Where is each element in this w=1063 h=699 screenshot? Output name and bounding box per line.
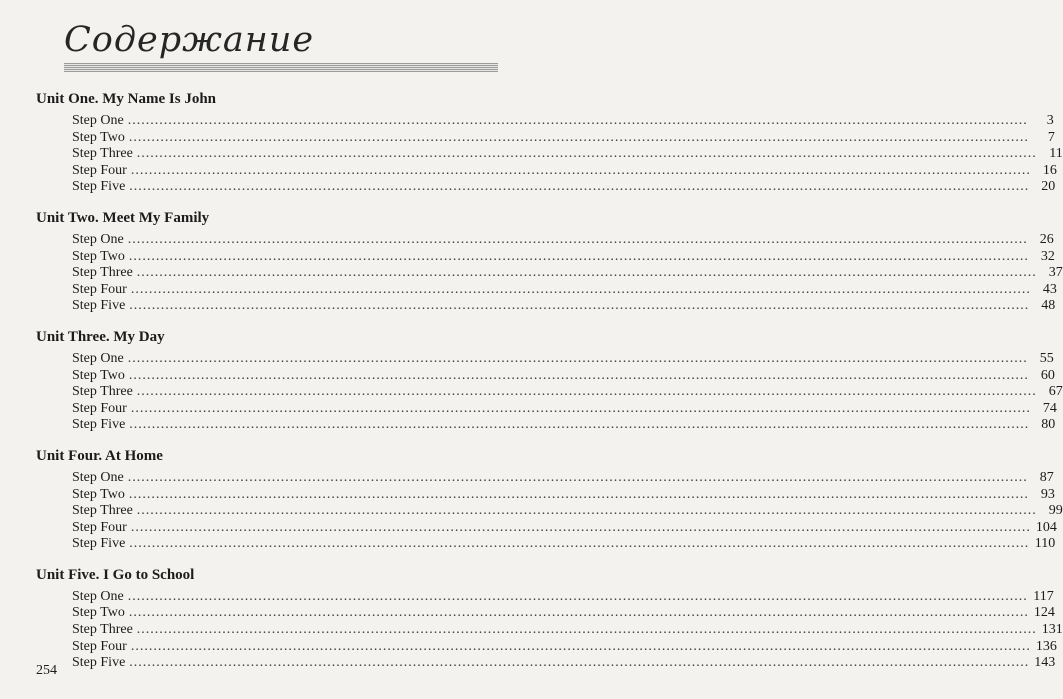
dot-leader: ........................................................................................................................................................................................................	[127, 350, 1028, 366]
page-number: 60	[1040, 367, 1055, 383]
step-name: Step Five	[72, 179, 126, 195]
page-footer-number: 254	[36, 663, 57, 678]
step-name: Step Four	[72, 400, 127, 416]
dot-leader: ........................................................................................................................................................................................................	[130, 281, 1031, 297]
step-name: Step One	[72, 588, 124, 604]
dot-leader: ........................................................................................................................................................................................................	[129, 536, 1030, 552]
dot-leader: ........................................................................................................................................................................................................	[127, 113, 1028, 128]
toc-entry[interactable]	[72, 417, 1056, 434]
unit-title: Unit Two. Meet My Family	[36, 209, 210, 226]
unit-title: Unit Three. My Day	[36, 328, 165, 345]
unit-title: Unit Four. At Home	[36, 447, 163, 464]
step-name: Step Four	[72, 638, 127, 654]
dot-leader: ........................................................................................................................................................................................................	[129, 179, 1030, 195]
toc-entry[interactable]	[72, 503, 1063, 520]
table-of-contents	[36, 90, 1063, 685]
toc-entry[interactable]	[72, 248, 1055, 266]
page-number: 3	[1046, 113, 1054, 128]
unit-title: Unit Five. I Go to School	[36, 566, 195, 583]
toc-entry[interactable]	[72, 179, 1056, 196]
step-name: Step Four	[72, 281, 127, 297]
dot-leader: ........................................................................................................................................................................................................	[128, 486, 1029, 502]
step-name: Step Three	[72, 265, 133, 281]
toc-entry[interactable]	[72, 605, 1055, 622]
page-number: 93	[1040, 486, 1055, 502]
page-number: 26	[1039, 231, 1054, 247]
page-number: 99	[1048, 503, 1063, 519]
dot-leader: ........................................................................................................................................................................................................	[130, 400, 1031, 416]
step-name: Step One	[72, 231, 124, 247]
step-name: Step Three	[72, 146, 133, 162]
toc-entry[interactable]	[72, 519, 1057, 537]
step-name: Step Five	[72, 536, 126, 552]
step-name: Step Five	[72, 298, 126, 314]
dot-leader: ........................................................................................................................................................................................................	[136, 146, 1037, 162]
toc-entry[interactable]	[72, 113, 1054, 130]
dot-leader: ........................................................................................................................................................................................................	[129, 655, 1030, 671]
page-number: 131	[1041, 622, 1063, 638]
page-number: 7	[1047, 129, 1055, 145]
page-number: 37	[1048, 265, 1063, 281]
toc-entry[interactable]	[72, 265, 1063, 282]
step-name: Step Four	[72, 519, 127, 535]
page-number: 16	[1042, 162, 1057, 178]
dot-leader: ........................................................................................................................................................................................................	[127, 231, 1028, 247]
step-name: Step Two	[72, 486, 125, 502]
unit-section	[36, 566, 1063, 672]
toc-entry[interactable]	[72, 638, 1057, 656]
dot-leader: ........................................................................................................................................................................................................	[130, 162, 1031, 178]
unit-section	[36, 447, 1063, 553]
page-number: 43	[1042, 281, 1057, 297]
step-name: Step Two	[72, 248, 125, 264]
page-number: 117	[1033, 588, 1054, 604]
page-number: 67	[1048, 384, 1063, 400]
toc-entry[interactable]	[72, 655, 1056, 672]
dot-leader: ........................................................................................................................................................................................................	[130, 519, 1031, 535]
toc-entry[interactable]	[72, 146, 1063, 163]
step-name: Step Two	[72, 129, 125, 145]
dot-leader: ........................................................................................................................................................................................................	[136, 265, 1037, 281]
toc-entry[interactable]	[72, 536, 1056, 553]
step-name: Step One	[72, 113, 124, 128]
title-rule	[64, 63, 498, 72]
dot-leader: ........................................................................................................................................................................................................	[128, 367, 1029, 383]
step-name: Step Two	[72, 367, 125, 383]
page-number: 80	[1041, 417, 1056, 433]
page-number: 110	[1034, 536, 1056, 552]
toc-entry[interactable]	[72, 486, 1055, 504]
step-name: Step Three	[72, 622, 133, 638]
page-number: 11	[1049, 146, 1063, 162]
page-number: 48	[1041, 298, 1056, 314]
unit-title: Unit One. My Name Is John	[36, 91, 217, 107]
step-name: Step Three	[72, 384, 133, 400]
page-number: 32	[1040, 248, 1055, 264]
step-name: Step Two	[72, 605, 125, 621]
toc-entry[interactable]	[72, 162, 1057, 180]
page-number: 87	[1039, 469, 1054, 485]
dot-leader: ........................................................................................................................................................................................................	[136, 384, 1037, 400]
dot-leader: ........................................................................................................................................................................................................	[127, 469, 1028, 485]
toc-entry[interactable]	[72, 298, 1056, 315]
dot-leader: ........................................................................................................................................................................................................	[129, 298, 1030, 314]
page-number: 124	[1033, 605, 1055, 621]
dot-leader: ........................................................................................................................................................................................................	[128, 605, 1029, 621]
page-title: Содержание	[64, 20, 315, 60]
toc-entry[interactable]	[72, 350, 1054, 368]
step-name: Step One	[72, 350, 124, 366]
toc-entry[interactable]	[72, 588, 1054, 606]
page-number: 104	[1035, 519, 1057, 535]
page-number: 74	[1042, 400, 1057, 416]
toc-entry[interactable]	[72, 469, 1054, 487]
toc-entry[interactable]	[72, 231, 1054, 249]
page-number: 55	[1039, 350, 1054, 366]
dot-leader: ........................................................................................................................................................................................................	[128, 248, 1029, 264]
toc-entry[interactable]	[72, 384, 1063, 401]
dot-leader: ........................................................................................................................................................................................................	[130, 638, 1031, 654]
dot-leader: ........................................................................................................................................................................................................	[127, 588, 1028, 604]
step-name: Step Three	[72, 503, 133, 519]
toc-entry[interactable]	[72, 129, 1055, 147]
unit-section	[36, 209, 1063, 315]
toc-entry[interactable]	[72, 281, 1057, 299]
toc-entry[interactable]	[72, 367, 1055, 385]
step-name: Step Five	[72, 417, 126, 433]
dot-leader: ........................................................................................................................................................................................................	[136, 622, 1037, 638]
unit-section	[36, 90, 1063, 196]
page-number: 136	[1035, 638, 1057, 654]
step-name: Step Four	[72, 162, 127, 178]
page-number: 143	[1034, 655, 1056, 671]
toc-entry[interactable]	[72, 622, 1063, 639]
unit-section	[36, 328, 1063, 434]
toc-entry[interactable]	[72, 400, 1057, 418]
step-name: Step Five	[72, 655, 126, 671]
page-number: 20	[1041, 179, 1056, 195]
dot-leader: ........................................................................................................................................................................................................	[128, 129, 1029, 145]
step-name: Step One	[72, 469, 124, 485]
dot-leader: ........................................................................................................................................................................................................	[129, 417, 1030, 433]
dot-leader: ........................................................................................................................................................................................................	[136, 503, 1037, 519]
